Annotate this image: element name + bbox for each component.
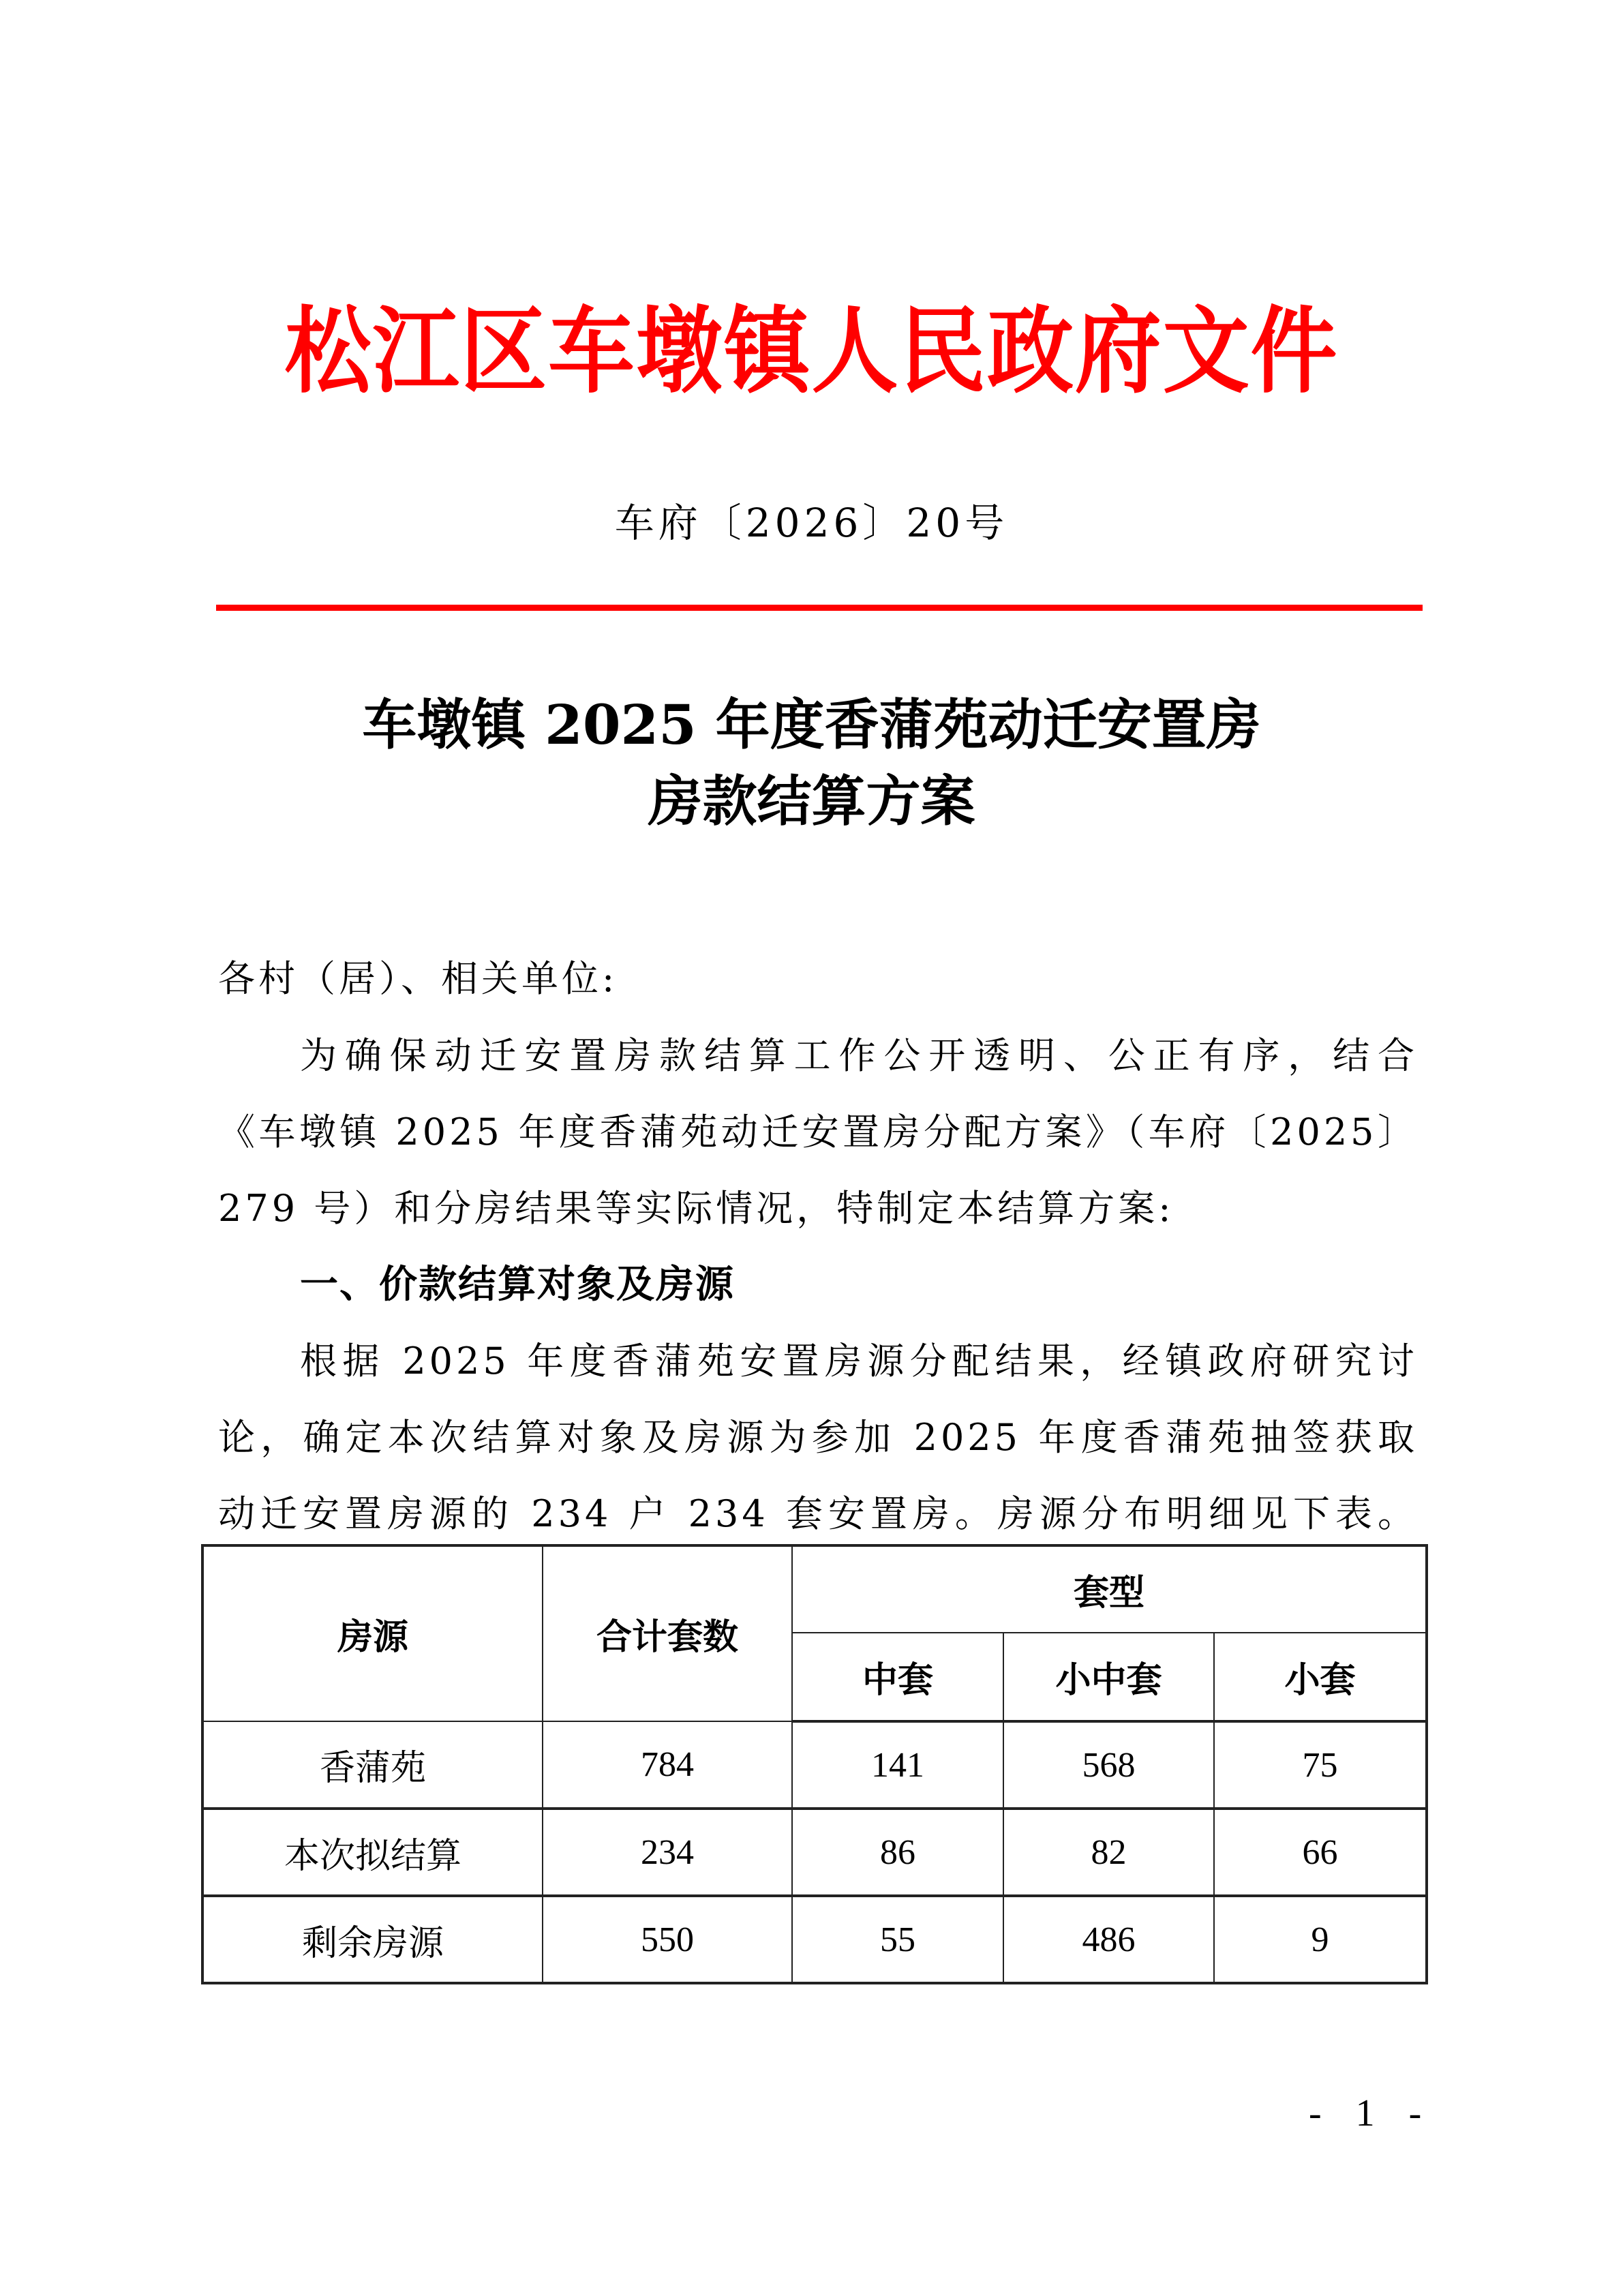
cell-small-medium: 486 <box>1003 1896 1214 1983</box>
red-divider-rule <box>216 605 1423 611</box>
paragraph-2-line-1: 根据 2025 年度香蒲苑安置房源分配结果，经镇政府研究讨 <box>300 1340 1418 1383</box>
paragraph-2-line-3: 动迁安置房源的 234 户 234 套安置房。房源分布明细见下表。 <box>218 1492 1418 1535</box>
cell-medium: 86 <box>792 1809 1003 1896</box>
salutation: 各村（居）、相关单位: <box>218 957 618 1000</box>
cell-medium: 55 <box>792 1896 1003 1983</box>
paragraph-1-line-2: 《车墩镇 2025 年度香蒲苑动迁安置房分配方案》（车府〔2025〕 <box>218 1111 1418 1153</box>
cell-total: 784 <box>543 1721 792 1809</box>
housing-distribution-table <box>201 1544 1428 1984</box>
table-row <box>202 1721 1427 1809</box>
document-title-line-2: 房款结算方案 <box>648 769 975 833</box>
table-row <box>202 1809 1427 1896</box>
paragraph-1-line-3: 279 号）和分房结果等实际情况，特制定本结算方案: <box>218 1187 1174 1230</box>
table-row <box>202 1896 1427 1983</box>
paragraph-2-line-2: 论，确定本次结算对象及房源为参加 2025 年度香蒲苑抽签获取 <box>218 1416 1418 1459</box>
table-header-row <box>202 1545 1427 1633</box>
header-small: 小套 <box>1214 1633 1427 1721</box>
header-small-medium: 小中套 <box>1003 1633 1214 1721</box>
header-medium: 中套 <box>792 1633 1003 1721</box>
header-total: 合计套数 <box>543 1545 792 1721</box>
header-unit-type-group: 套型 <box>792 1545 1427 1633</box>
cell-medium: 141 <box>792 1721 1003 1809</box>
cell-source: 香蒲苑 <box>202 1721 543 1809</box>
cell-source: 本次拟结算 <box>202 1809 543 1896</box>
section-1-heading: 一、价款结算对象及房源 <box>300 1263 735 1307</box>
document-number: 车府〔2026〕20号 <box>614 500 1009 546</box>
cell-small: 75 <box>1214 1721 1427 1809</box>
cell-small-medium: 82 <box>1003 1809 1214 1896</box>
header-source: 房源 <box>202 1545 543 1721</box>
cell-source: 剩余房源 <box>202 1896 543 1983</box>
cell-total: 550 <box>543 1896 792 1983</box>
cell-small: 9 <box>1214 1896 1427 1983</box>
page-number: - 1 - <box>1309 2092 1434 2134</box>
cell-small-medium: 568 <box>1003 1721 1214 1809</box>
cell-total: 234 <box>543 1809 792 1896</box>
paragraph-1-line-1: 为确保动迁安置房款结算工作公开透明、公正有序，结合 <box>300 1034 1418 1077</box>
cell-small: 66 <box>1214 1809 1427 1896</box>
document-title-line-1: 车墩镇 2025 年度香蒲苑动迁安置房 <box>362 693 1261 757</box>
issuer-header-title: 松江区车墩镇人民政府文件 <box>284 295 1339 406</box>
